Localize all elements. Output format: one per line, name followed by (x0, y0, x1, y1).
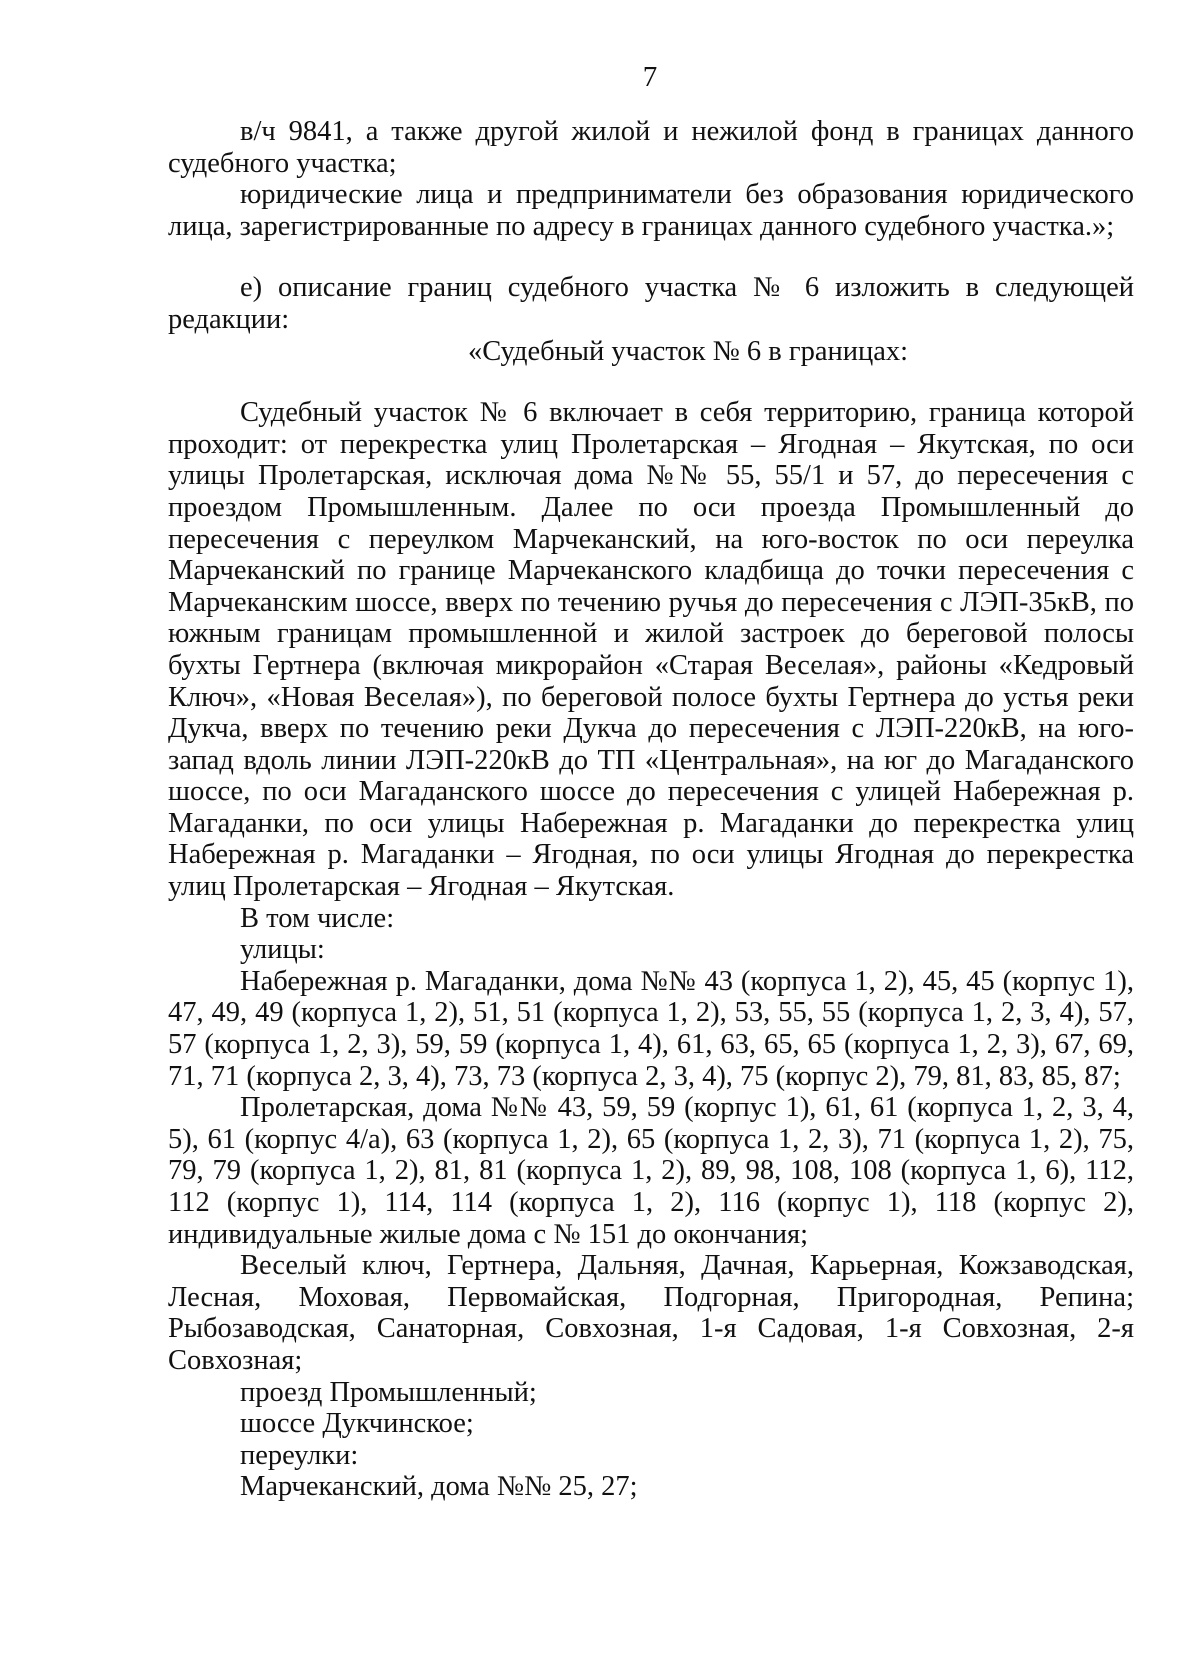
lane-marchekanskiy: Марчеканский, дома №№ 25, 27; (240, 1471, 638, 1503)
lanes-label: переулки: (240, 1439, 359, 1471)
paragraph-boundary-description: Судебный участок № 6 включает в себя территорию, граница которой проходит: от перекрестка улиц Пролетарская – Ягодная – Якутская, по оси улицы Пролетарская, исключая дома №№ 55, 55/1 и 57, до пересечения с проездом Промышленным. Далее по оси проезда Промышленный до пересечения с переулком Марчеканский, на юго-восток по оси переулка Марчеканский по границе Марчеканского кладбища до точки пересечения с Марчеканским шоссе, вверх по течению ручья до пересечения с ЛЭП-35кВ, по южным границам промышленной и жилой застроек до береговой полосы бухты Гертнера (включая микрорайон «Старая Веселая», районы «Кедровый Ключ», «Новая Веселая»), по береговой полосе бухты Гертнера до устья реки Дукча, вверх по течению реки Дукча до пересечения с ЛЭП-220кВ, на юго-запад вдоль линии ЛЭП-220кВ до ТП «Центральная», на юг до Магаданского шоссе, по оси Магаданского шоссе до пересечения с улицей Набережная р. Магаданки, по оси улицы Набережная р. Магаданки до перекрестка улиц Набережная р. Магаданки – Ягодная, по оси улицы Ягодная до перекрестка улиц Пролетарская – Ягодная – Якутская. (168, 397, 1134, 903)
paragraph-legal-entities: юридические лица и предприниматели без образования юридического лица, зарегистрированные по адресу в границах данного судебного участка.»; (168, 179, 1134, 242)
paragraph-amendment-e: е) описание границ судебного участка № 6 изложить в следующей редакции: (168, 272, 1134, 335)
paragraph-street-list: Веселый ключ, Гертнера, Дальняя, Дачная, Карьерная, Кожзаводская, Лесная, Моховая, Первомайская, Подгорная, Пригородная, Репина; Рыбозаводская, Санаторная, Совхозная, 1-я Садовая, 1-я Совхозная, 2-я Совхозная; (168, 1250, 1134, 1376)
spacer (168, 242, 1134, 272)
streets-label: улицы: (240, 934, 325, 966)
paragraph-proletarskaya: Пролетарская, дома №№ 43, 59, 59 (корпус 1), 61, 61 (корпуса 1, 2, 3, 4, 5), 61 (корпус 4/а), 63 (корпуса 1, 2), 65 (корпуса 1, 2, 3), 71 (корпуса 1, 2), 75, 79, 79 (корпуса 1, 2), 81, 81 (корпуса 1, 2), 89, 98, 108, 108 (корпуса 1, 6), 112, 112 (корпус 1), 114, 114 (корпуса 1, 2), 116 (корпус 1), 118 (корпус 2), индивидуальные жилые дома с № 151 до окончания; (168, 1092, 1134, 1250)
section-heading: «Судебный участок № 6 в границах: (468, 335, 909, 367)
document-body (168, 116, 1134, 1503)
page-number: 7 (642, 61, 658, 93)
paragraph-military-unit: в/ч 9841, а также другой жилой и нежилой фонд в границах данного судебного участка; (168, 116, 1134, 179)
spacer (168, 367, 1134, 397)
highway-line: шоссе Дукчинское; (240, 1408, 474, 1440)
passage-line: проезд Промышленный; (240, 1376, 537, 1408)
including-label: В том числе: (240, 902, 395, 934)
paragraph-naberezhnaya: Набережная р. Магаданки, дома №№ 43 (корпуса 1, 2), 45, 45 (корпус 1), 47, 49, 49 (корпуса 1, 2), 51, 51 (корпуса 1, 2), 53, 55, 55 (корпуса 1, 2, 3, 4), 57, 57 (корпуса 1, 2, 3), 59, 59 (корпуса 1, 4), 61, 63, 65, 65 (корпуса 1, 2, 3), 67, 69, 71, 71 (корпуса 2, 3, 4), 73, 73 (корпуса 2, 3, 4), 75 (корпус 2), 79, 81, 83, 85, 87; (168, 965, 1134, 1092)
